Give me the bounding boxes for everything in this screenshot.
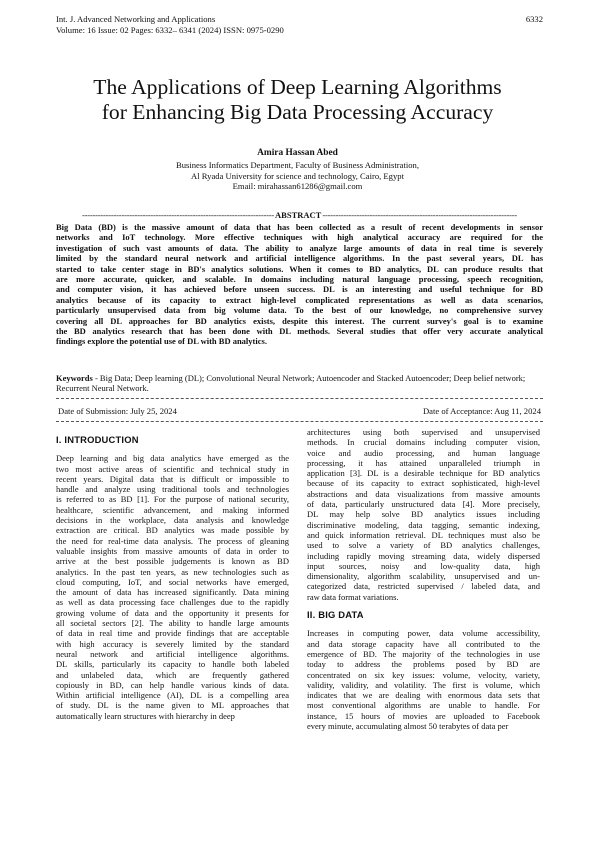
abstract-line: covering all DL approaches for BD analytics exists, despite this interest. The current survey's goal is to examine — [56, 315, 543, 326]
affiliation-line-2: Al Ryada University for science and technology, Cairo, Egypt — [191, 170, 404, 181]
introduction-continued-line: processing, it has attained unparalleled triumph in — [307, 457, 540, 468]
introduction-line: the need for real-time data analysis. The process of gleaning — [56, 535, 289, 546]
big-data-line: validity, validity, and volatility. The first is volume, which — [307, 679, 540, 690]
big-data-line: every minute, accumulating almost 50 terabytes of data per — [307, 721, 509, 732]
introduction-line: Within artificial intelligence (AI), DL is a compelling area — [56, 690, 289, 701]
introduction-continued-line: used to solve a variety of BD analytics challenges, — [307, 540, 540, 551]
abstract-line: are more accurate, quicker, and scalable. In domains including natural language processing, speech recognition, — [56, 274, 543, 285]
divider-top — [56, 398, 543, 399]
introduction-line: Deep learning and big data analytics have emerged as the — [56, 453, 289, 464]
abstract-line: limited by the standard neural network and artificial intelligence algorithms. In the past several years, DL has — [56, 253, 543, 264]
left-column — [56, 427, 289, 721]
introduction-continued-line: application [3]. DL is a desirable technique for BD analytics — [307, 468, 540, 479]
author-affiliation — [0, 160, 595, 192]
introduction-text — [56, 453, 289, 721]
section-heading-big-data: II. BIG DATA — [307, 609, 364, 621]
introduction-continued-line: because of its capacity to extract sophisticated, high-level — [307, 478, 540, 489]
introduction-continued-line: architectures using both supervised and unsupervised — [307, 427, 540, 437]
introduction-line: handle and analyze using traditional tools and technologies — [56, 484, 289, 495]
abstract-line: networks and IoT technology. More effective techniques with high analytical accuracy are required for the — [56, 232, 543, 243]
introduction-line: all societal sectors [2]. The ability to handle large amounts — [56, 618, 289, 629]
introduction-continued-line: methods. In crucial domains including computer vision, — [307, 437, 540, 448]
abstract-line: findings explore the potential use of DL with BD analytics. — [56, 336, 267, 347]
introduction-line: cloud computing, IoT, and social networks have emerged, — [56, 576, 289, 587]
introduction-line: and unlabeled data, which are frequently gathered — [56, 669, 289, 680]
big-data-line: today to address the problems posed by BD are — [307, 659, 540, 670]
introduction-line: arrive at the best possible judgements is known as BD — [56, 556, 289, 567]
big-data-line: instance, 15 hours of movies are uploaded to Facebook — [307, 710, 540, 721]
introduction-line: with high accuracy is severely limited by the standard — [56, 638, 289, 649]
divider-bottom — [56, 421, 543, 422]
big-data-line: most conventional algorithms are unable to handle. For — [307, 700, 540, 711]
introduction-continued-line: including rapidly moving streaming data, widely dispersed — [307, 550, 540, 561]
keywords-text: - Big Data; Deep learning (DL); Convolutional Neural Network; Autoencoder and Stacked Autoencoder; Deep belief network; Recurrent Neural Network. — [56, 373, 526, 394]
big-data-line: and data storage capacity have all contributed to the — [307, 638, 540, 649]
introduction-line: valuable insights from massive amounts of data in order to — [56, 545, 289, 556]
title-line-2: for Enhancing Big Data Processing Accuracy — [101, 100, 494, 124]
big-data-line: concentrated on six key issues: volume, velocity, variety, — [307, 669, 540, 680]
right-column — [307, 427, 540, 731]
introduction-line: growing volume of data and the opportunity it presents for — [56, 607, 289, 618]
introduction-continued-line: abstractions and data visualizations from massive amounts — [307, 488, 540, 499]
introduction-line: DL skills, particularly its capacity to handle both labeled — [56, 659, 289, 670]
big-data-line: Increases in computing power, data volume accessibility, — [307, 628, 540, 639]
abstract-line: and computer vision, it has achieved before unseen success. DL is an interesting and useful technique for BD — [56, 284, 543, 295]
introduction-line: as well as data processing face challenges due to the rapidly — [56, 597, 289, 608]
journal-name: Int. J. Advanced Networking and Applications — [56, 14, 216, 24]
introduction-continued-line: raw data format variations. — [307, 591, 399, 602]
introduction-continued-line: voice and audio processing, and human language — [307, 447, 540, 458]
abstract-body — [56, 222, 543, 347]
keywords — [56, 373, 543, 394]
journal-volume: Volume: 16 Issue: 02 Pages: 6332– 6341 (2024) ISSN: 0975-0290 — [56, 24, 284, 35]
introduction-continued-line: dimensionality, algorithm scalability, unsupervised and un- — [307, 571, 540, 582]
introduction-line: automatically learn structures with hierarchy in deep — [56, 710, 235, 721]
abstract-line: investigation of such vast amounts of data. The ability to analyze large amounts of data in real time is severely — [56, 242, 543, 253]
introduction-line: is referred to as BD [1]. For the purpose of national security, — [56, 494, 289, 505]
affiliation-line-1: Business Informatics Department, Faculty of Business Administration, — [176, 160, 419, 170]
paper-title — [40, 75, 555, 125]
abstract-line: Big Data (BD) is the massive amount of data that has been collected as a result of recent developments in sensor — [56, 222, 543, 232]
introduction-continued-line: input sources, noisy and low-quality data, high — [307, 560, 540, 571]
introduction-line: of data in real time and provide findings that are acceptable — [56, 628, 289, 639]
introduction-line: recent years. Digital data that is difficult or impossible to — [56, 473, 289, 484]
acceptance-date: Date of Acceptance: Aug 11, 2024 — [422, 406, 541, 416]
introduction-line: two most active areas of scientific and technical study in — [56, 463, 289, 474]
section-heading-introduction: I. INTRODUCTION — [56, 434, 139, 445]
abstract-line: the BD analytics research that has been done with DL methods. Several studies that offer very accurate analytical — [56, 326, 543, 337]
big-data-text — [307, 628, 540, 731]
author-name: Amira Hassan Abed — [257, 148, 338, 158]
introduction-line: decisions in the workplace, data analysis and knowledge — [56, 515, 289, 526]
abstract-line: particularly unsupervised data from big volume data. To the best of our knowledge, no comprehensive survey — [56, 305, 543, 316]
journal-info — [56, 14, 284, 35]
big-data-line: emergence of BD. The majority of the technologies in use — [307, 648, 540, 659]
big-data-line: indicates that we are dealing with enormous data sets that — [307, 690, 540, 701]
author-email: Email: mirahassan61286@gmail.com — [232, 181, 363, 191]
abstract-divider: -------------------------------------------------------------------------ABSTRACT-------------------------------------------------------------------------- — [81, 210, 517, 220]
introduction-continued-line: categorized data, restricted supervised / labeled data, and — [307, 581, 540, 592]
abstract-line: started to take center stage in BD's analytics solutions. When it comes to BD analytics, DL can produce results that — [56, 263, 543, 274]
keywords-label: Keywords — [56, 373, 93, 383]
title-line-1: The Applications of Deep Learning Algorithms — [93, 75, 502, 99]
introduction-line: of study. DL is the name given to ML approaches that — [56, 700, 289, 711]
introduction-line: healthcare, scientific advancement, and making informed — [56, 504, 289, 515]
introduction-line: copiously in BD, can help handle various kinds of data. — [56, 679, 289, 690]
introduction-continued — [307, 427, 540, 602]
abstract-heading: ABSTRACT — [275, 210, 322, 220]
introduction-line: neural network and artificial intelligence algorithms. — [56, 648, 289, 659]
introduction-continued-line: and quick information retrieval. DL techniques must also be — [307, 529, 540, 540]
page-number: 6332 — [525, 14, 543, 24]
introduction-line: extraction are critical. BD analytics was made possible by — [56, 525, 289, 536]
introduction-continued-line: DL may help solve BD analytics issues including — [307, 509, 540, 520]
introduction-line: analytics. In the past ten years, as new technologies such as — [56, 566, 289, 577]
introduction-continued-line: of data, particularly unstructured data [4]. More precisely, — [307, 499, 540, 510]
introduction-continued-line: discriminative modeling, data tagging, semantic indexing, — [307, 519, 540, 530]
submission-date: Date of Submission: July 25, 2024 — [58, 406, 177, 416]
abstract-line: analytics because of its capacity to extract high-level complicated representations as well as data scenarios, — [56, 294, 543, 305]
introduction-line: the amount of data has increased significantly. Data mining — [56, 587, 289, 598]
